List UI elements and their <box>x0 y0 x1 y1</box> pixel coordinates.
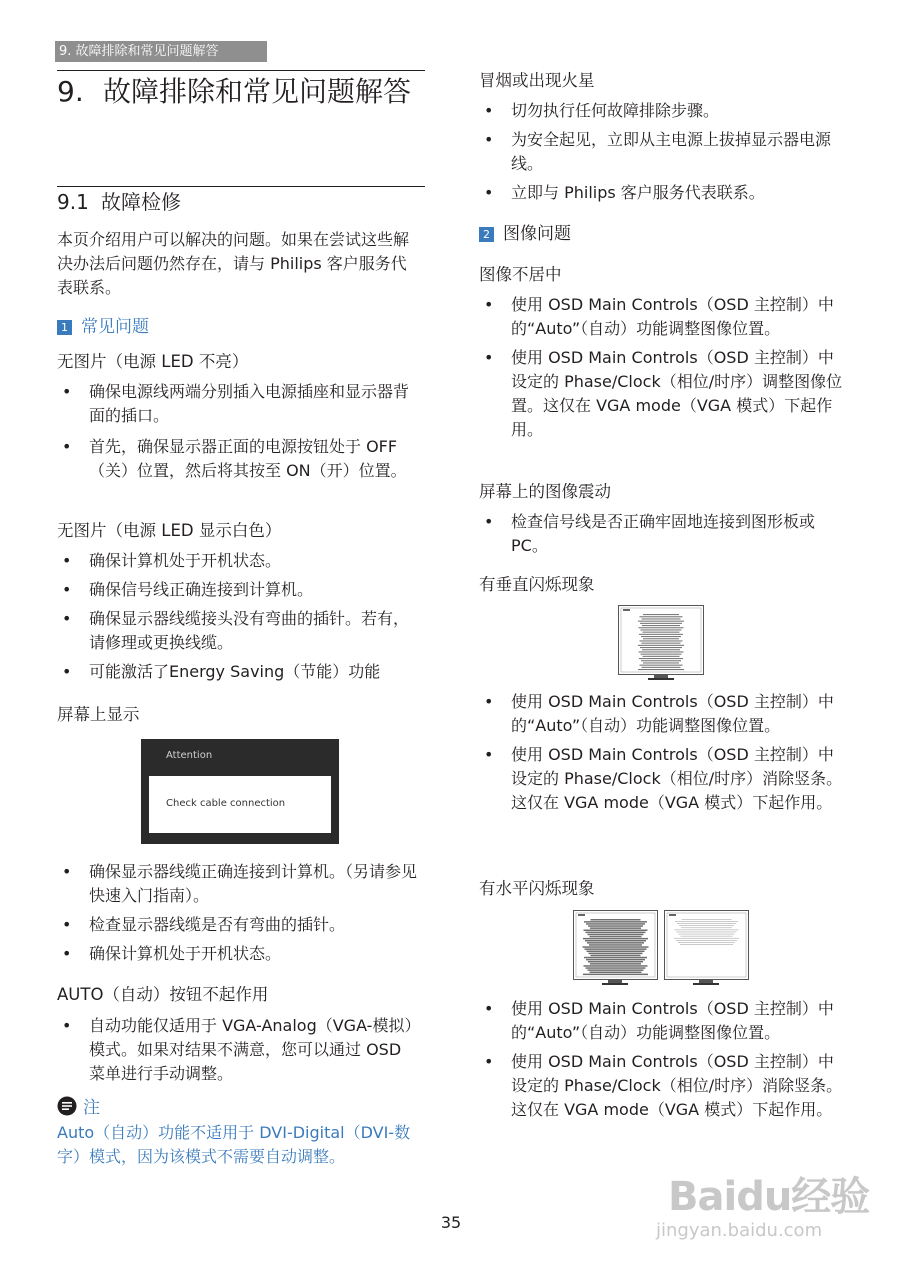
list-item: • 首先，确保显示器正面的电源按钮处于 OFF（关）位置，然后将其按至 ON（开）位置。 <box>57 435 419 483</box>
group2-badge: 2 <box>479 227 494 242</box>
osd-message: Check cable connection <box>166 798 286 809</box>
intro-paragraph: 本页介绍用户可以解决的问题。如果在尝试这些解决办法后问题仍然存在，请与 Philips 客户服务代表联系。 <box>57 230 410 297</box>
list-item: • 使用 OSD Main Controls（OSD 主控制）中的“Auto”（自动）功能调整图像位置。 <box>479 293 844 341</box>
list-item: • 检查信号线是否正确牢固地连接到图形板或 PC。 <box>479 510 844 558</box>
list-item: • 使用 OSD Main Controls（OSD 主控制）中设定的 Phase/Clock（相位/时序）调整图像位置。这仅在 VGA mode（VGA 模式）下起作用。 <box>479 346 844 442</box>
running-head: 9. 故障排除和常见问题解答 <box>55 41 267 62</box>
item-auto-button-list <box>57 1014 419 1086</box>
list-item: • 立即与 Philips 客户服务代表联系。 <box>479 181 844 205</box>
list-item: • 自动功能仅适用于 VGA-Analog（VGA-模拟）模式。如果对结果不满意，您可以通过 OSD 菜单进行手动调整。 <box>57 1014 419 1086</box>
list-item: • 使用 OSD Main Controls（OSD 主控制）中设定的 Phase/Clock（相位/时序）消除竖条。这仅在 VGA mode（VGA 模式）下起作用。 <box>479 1050 844 1122</box>
item-horizontal-flicker-list <box>479 997 844 1122</box>
item-no-picture-led-white-title: 无图片（电源 LED 显示白色） <box>57 521 282 540</box>
list-item: • 切勿执行任何故障排除步骤。 <box>479 99 844 123</box>
item-on-screen-message-list <box>57 860 419 966</box>
section-rule <box>57 186 425 187</box>
chapter-title-text: 故障排除和常见问题解答 <box>103 75 412 108</box>
group2-heading <box>479 222 571 246</box>
item-image-not-centered-title: 图像不居中 <box>479 265 562 284</box>
note-text: Auto（自动）功能不适用于 DVI-Digital（DVI-数字）模式，因为该模式不需要自动调整。 <box>57 1123 411 1166</box>
item-auto-button-title: AUTO（自动）按钮不起作用 <box>57 985 269 1004</box>
group1-title: 常见问题 <box>81 317 149 337</box>
watermark-url: jingyan.baidu.com <box>656 1220 823 1241</box>
note-label: 注 <box>83 1098 100 1118</box>
item-image-not-centered-list <box>479 293 844 442</box>
section-title-text: 故障检修 <box>101 190 181 214</box>
note-heading <box>57 1096 100 1119</box>
vertical-flicker-illustration <box>618 605 704 681</box>
item-vertical-flicker-list <box>479 690 844 815</box>
item-vertical-flicker-title: 有垂直闪烁现象 <box>479 575 595 594</box>
monitor-noisy <box>574 911 658 986</box>
group1-heading <box>57 315 149 339</box>
item-smoke-list <box>479 99 844 205</box>
chapter-number: 9. <box>57 75 84 108</box>
item-on-screen-message-title: 屏幕上显示 <box>57 705 140 724</box>
list-item: • 确保计算机处于开机状态。 <box>57 942 419 966</box>
list-item: • 检查显示器线缆是否有弯曲的插针。 <box>57 913 419 937</box>
chapter-title <box>57 74 425 110</box>
monitor-light <box>665 911 749 986</box>
osd-message-panel <box>149 776 331 833</box>
page-number: 35 <box>440 1213 462 1232</box>
section-number: 9.1 <box>57 190 89 214</box>
item-smoke-title: 冒烟或出现火星 <box>479 71 595 90</box>
item-no-picture-led-off-title: 无图片（电源 LED 不亮） <box>57 352 249 371</box>
section-title <box>57 188 425 216</box>
group2-title: 图像问题 <box>503 224 571 244</box>
watermark-logo: Baidu经验 <box>668 1174 870 1220</box>
osd-attention-dialog <box>141 739 339 844</box>
horizontal-flicker-illustration <box>573 910 749 986</box>
list-item: • 可能激活了Energy Saving（节能）功能 <box>57 660 419 684</box>
item-image-vibrates-list <box>479 510 844 558</box>
item-no-picture-led-off-list <box>57 380 419 483</box>
list-item: • 确保计算机处于开机状态。 <box>57 549 419 573</box>
osd-title: Attention <box>166 750 213 761</box>
list-item: • 使用 OSD Main Controls（OSD 主控制）中设定的 Phase/Clock（相位/时序）消除竖条。这仅在 VGA mode（VGA 模式）下起作用。 <box>479 743 844 815</box>
note-icon <box>57 1096 77 1116</box>
item-no-picture-led-white-list <box>57 549 419 684</box>
chapter-rule-top <box>57 70 425 71</box>
list-item: • 确保电源线两端分别插入电源插座和显示器背面的插口。 <box>57 380 419 428</box>
list-item: • 使用 OSD Main Controls（OSD 主控制）中的“Auto”（自动）功能调整图像位置。 <box>479 690 844 738</box>
list-item: • 使用 OSD Main Controls（OSD 主控制）中的“Auto”（自动）功能调整图像位置。 <box>479 997 844 1045</box>
item-horizontal-flicker-title: 有水平闪烁现象 <box>479 879 595 898</box>
list-item: • 确保显示器线缆正确连接到计算机。（另请参见快速入门指南）。 <box>57 860 419 908</box>
list-item: • 确保信号线正确连接到计算机。 <box>57 578 419 602</box>
group1-badge: 1 <box>57 320 72 335</box>
item-image-vibrates-title: 屏幕上的图像震动 <box>479 482 611 501</box>
list-item: • 确保显示器线缆接头没有弯曲的插针。若有，请修理或更换线缆。 <box>57 607 419 655</box>
list-item: • 为安全起见，立即从主电源上拔掉显示器电源线。 <box>479 128 844 176</box>
